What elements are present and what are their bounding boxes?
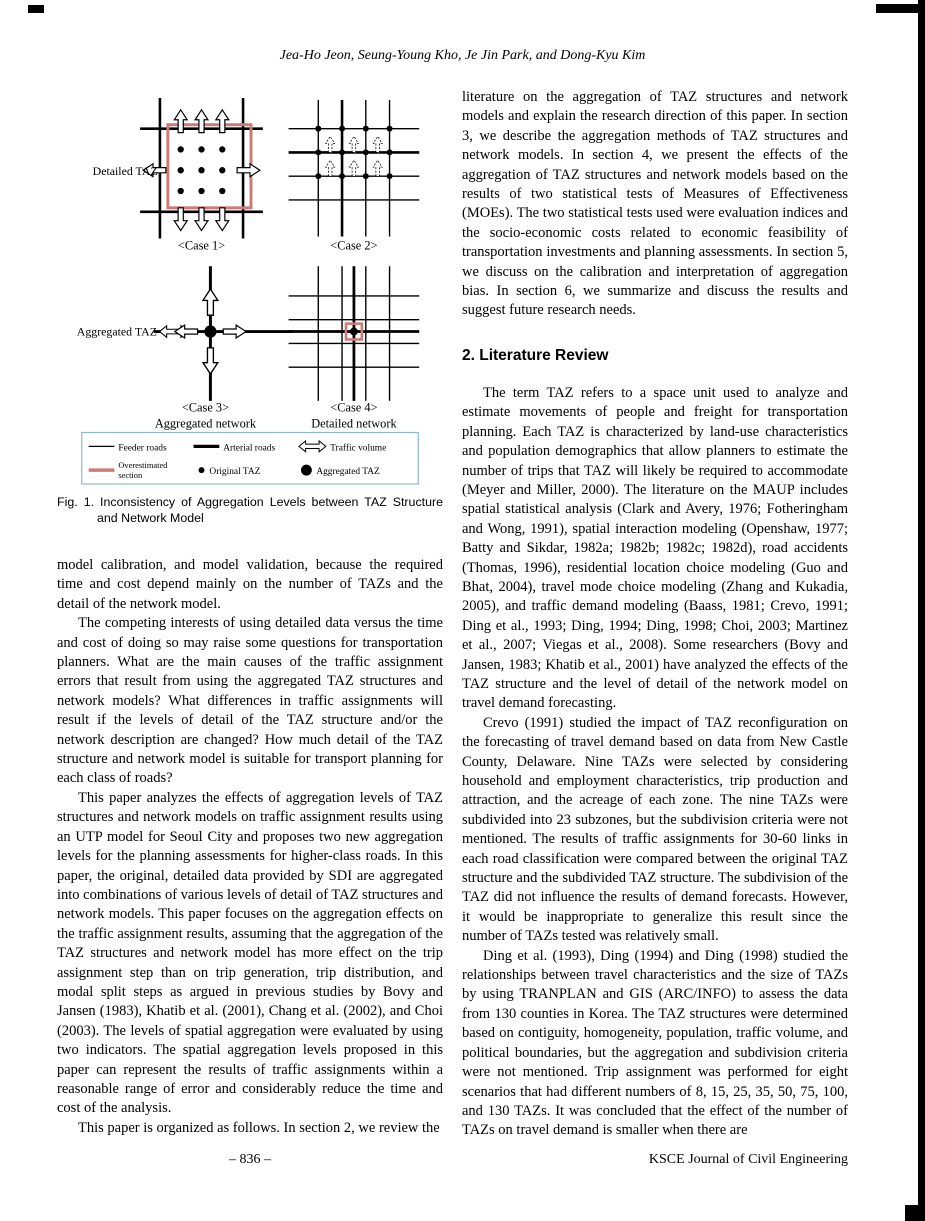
label-aggregated-network: Aggregated network (154, 416, 257, 431)
legend-overestimated-line2: section (118, 471, 143, 481)
legend-feeder-roads: Feeder roads (118, 443, 167, 454)
paragraph: The competing interests of using detailed data versus the time and cost of doing so may raise some questions for transportation planners. What are the main causes of the traffic assignment errors that result from using the aggregated TAZ structures and network models? What differences in traffic assignments will result if the levels of detail of the TAZ structure and/or the network description are changed? How much detail of the TAZ structure and network model is suitable for transport planning for each class of roads? (57, 615, 443, 787)
scan-artifact-bottom-right (905, 1205, 925, 1221)
scan-artifact-top-left (28, 5, 44, 13)
paragraph: literature on the aggregation of TAZ structures and network models and explain the research direction of this paper. In section 3, we describe the aggregation methods of TAZ structures and network models. In section 4, we present the effects of the aggregation of TAZ structures and network models based on the results of two statistical tests of Measures of Effectiveness (MOEs). The two statistical tests used were evaluation indices and the socio-economic costs related to economic feasibility of transportation investments and planning assessments. In section 5, we discuss on the calibration and interpretation of aggregation bias. In section 6, we summarize and discuss the results and suggest future research needs. (462, 89, 848, 319)
paragraph: Crevo (1991) studied the impact of TAZ reconfiguration on the forecasting of travel demand based on data from New Castle County, Delaware. Nine TAZs were selected by considering household and employment characteristics, trip production and attraction, and the acreage of each zone. The nine TAZs were subdivided into 23 subzones, but the subdivision criteria were not mentioned. The results of traffic assignments for 30-60 links in each road classification were compared between the original TAZ structure and the subdivided TAZ structure. The subdivision of the TAZ did not influence the results of demand forecasts. However, it would be inappropriate to generalize this result since the number of TAZs tested was relatively small. (462, 714, 848, 945)
legend-overestimated-line1: Overestimated (118, 461, 168, 471)
case2-panel (289, 100, 420, 252)
page-header-authors: Jea-Ho Jeon, Seung-Young Kho, Je Jin Park, and Dong-Kyu Kim (279, 48, 646, 63)
figure-1 (57, 88, 443, 488)
case4-panel (289, 266, 420, 430)
figure-legend (82, 433, 419, 484)
case1-panel (93, 98, 263, 252)
legend-aggregated-taz: Aggregated TAZ (316, 467, 380, 478)
paragraph: The term TAZ refers to a space unit used to analyze and estimate movements of people and freight for transportation planning. Each TAZ is characterized by land-use characteristics and population demographics that allow planners to estimate the number of trips that TAZ will likely be required to accommodate (Meyer and Miller, 2000). The literature on the MAUP includes spatial statistical analysis (Clark and Avery, 1976; Fotheringham and Wong, 1991), spatial interaction modeling (Openshaw, 1977; Batty and Sikdar, 1982a; 1982b; 1982c; 1982d), road accidents (Thomas, 1996), residential location choice modeling (Guo and Bhat, 2004), travel mode choice modeling (Zhang and Kukadia, 2005), and traffic demand modeling (Baass, 1981; Crevo, 1991; Ding et al., 1993; Ding, 1994; Ding, 1998; Choi, 2003; Martinez et al., 2007; Viegas et al., 2008). Some researchers (Bovy and Jansen, 1983; Khatib et al., 2001) have analyzed the effects of the TAZ structure and the level of detail of the network model on travel demand forecasting. (462, 384, 848, 712)
journal-footer: KSCE Journal of Civil Engineering (648, 1152, 848, 1167)
right-column-intro (462, 88, 848, 321)
traffic-volume-arrows-case2 (326, 136, 383, 176)
original-taz-dots (178, 146, 226, 194)
label-case3: <Case 3> (181, 400, 230, 415)
paragraph: This paper analyzes the effects of aggregation levels of TAZ structures and network models on traffic assignment results using an UTP model for Seoul City and proposes two new aggregation levels for the planning assessments for higher-class roads. In this paper, the original, detailed data provided by SDI are aggregated into combinations of various levels of detail of TAZ structures and network models. This paper focuses on the aggregation effects on the traffic assignment results, assuming that the aggregation of the TAZ structures and network model has more effect on the trip assignment step than on trip generation, trip distribution, and modal split steps as argued in previous studies by Bovy and Jansen (1983), Khatib et al. (2001), Chang et al. (2002), and Choi (2003). The levels of spatial aggregation were evaluated by using two indicators. The spatial aggregation levels proposed in this paper can represent the results of traffic assignments within a reasonable range of error and considerably reduce the time and cost of the analysis. (57, 789, 443, 1117)
label-aggregated-taz: Aggregated TAZ (76, 324, 157, 339)
overestimated-section-box (168, 125, 251, 208)
right-column-text (462, 384, 848, 1141)
figure-caption: Fig. 1. Inconsistency of Aggregation Levels between TAZ Structure and Network Model (57, 495, 443, 525)
left-column (57, 88, 443, 1138)
page-number: – 836 – (229, 1152, 271, 1167)
label-detailed-network: Detailed network (311, 416, 397, 431)
label-detailed-taz: Detailed TAZ (92, 164, 158, 179)
aggregated-taz-dot-case4 (350, 328, 358, 336)
left-column-text (57, 556, 443, 1138)
label-case2: <Case 2> (330, 238, 378, 253)
legend-traffic-volume: Traffic volume (330, 443, 387, 454)
right-column (462, 88, 848, 1141)
paragraph: Ding et al. (1993), Ding (1994) and Ding (1998) studied the relationships between travel characteristics and the size of TAZs by using TRANPLAN and GIS (ARC/INFO) to assess the data from 130 counties in Korea. The TAZ structures were determined based on contiguity, homogeneity, population, traffic volume, and political boundaries, but the aggregation and subdivision criteria were not mentioned. Trip assignment was performed for eight scenarios that had different numbers of 8, 15, 25, 35, 50, 75, 100, and 130 TAZs. It was concluded that the effect of the number of TAZs on travel demand is smaller when there are (462, 947, 848, 1139)
paragraph: model calibration, and model validation, because the required time and cost depend mainly on the number of TAZs and the detail of the network model. (57, 557, 443, 612)
paragraph: This paper is organized as follows. In section 2, we review the (78, 1119, 440, 1136)
aggregated-taz-dot (204, 325, 216, 337)
case3-panel (77, 266, 293, 430)
original-taz-dot-swatch (199, 467, 205, 473)
scan-artifact-right-edge (918, 0, 925, 1221)
legend-original-taz: Original TAZ (209, 467, 261, 478)
label-case4: <Case 4> (330, 400, 378, 415)
section-heading-literature-review: 2. Literature Review (462, 346, 609, 364)
legend-arterial-roads: Arterial roads (223, 443, 276, 454)
aggregated-taz-dot-swatch (301, 465, 312, 476)
label-case1: <Case 1> (177, 238, 226, 253)
